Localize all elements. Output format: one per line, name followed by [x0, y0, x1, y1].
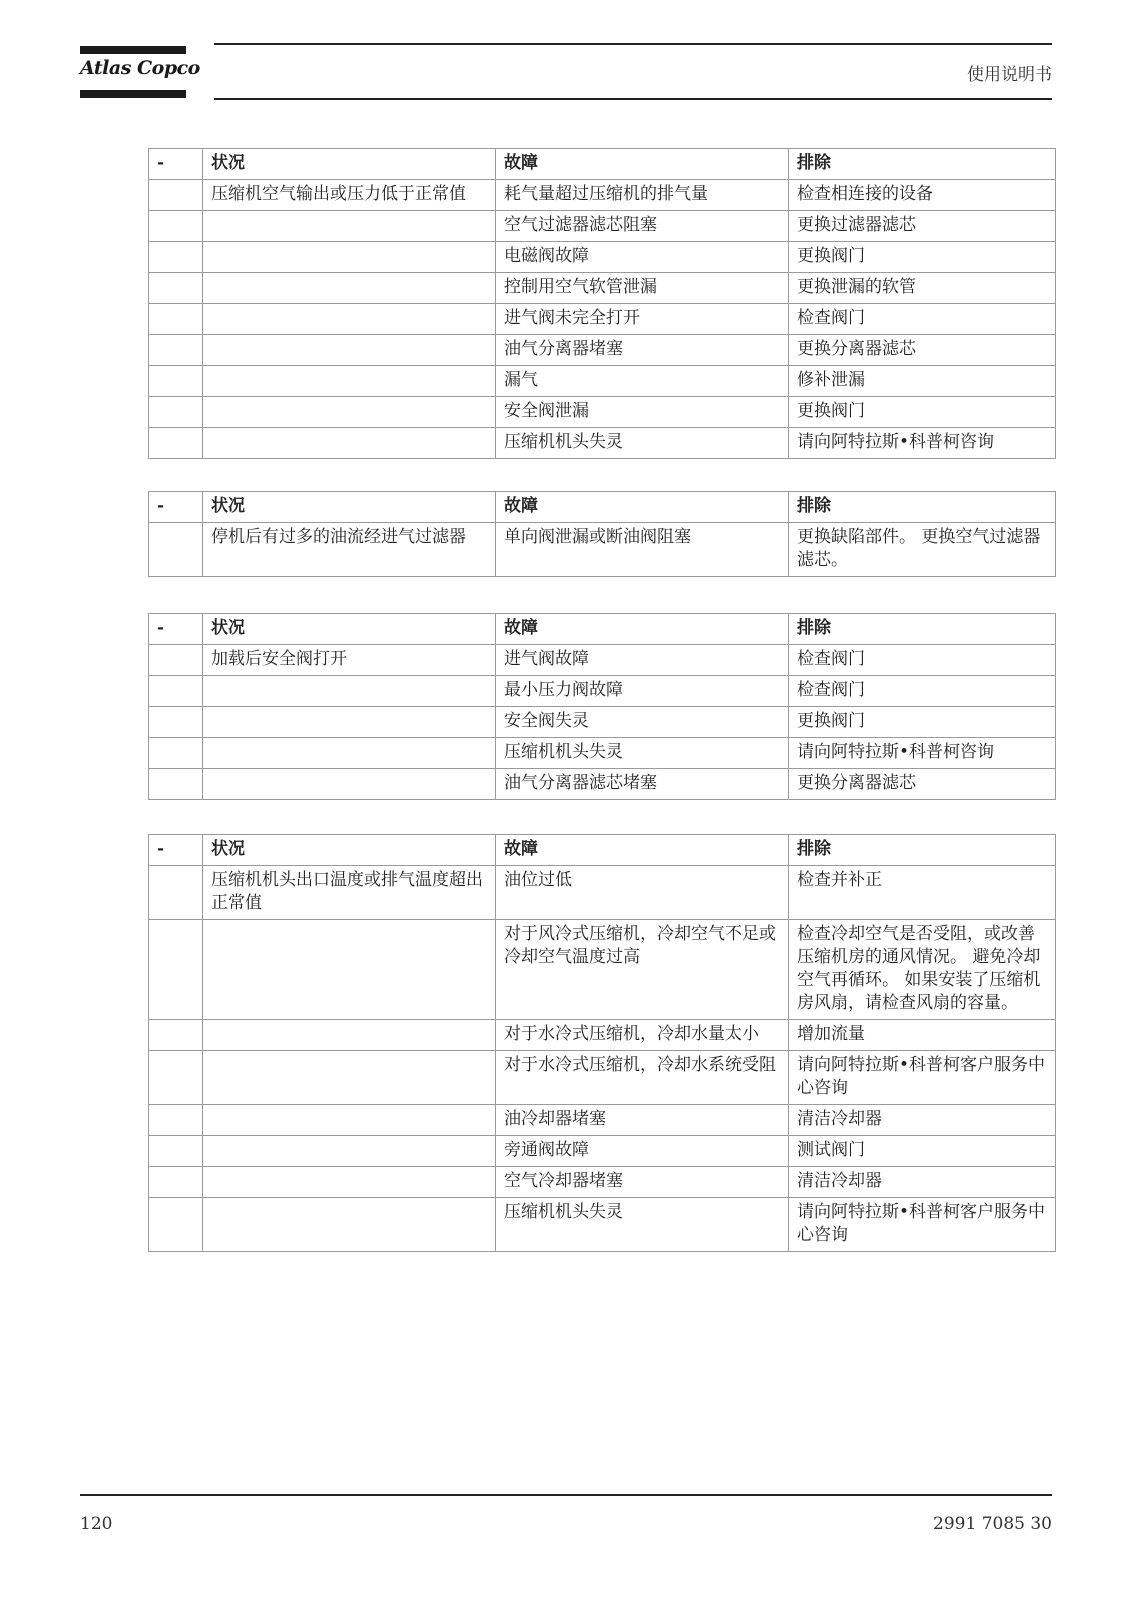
- table-header-row: [149, 149, 1056, 180]
- row-cell-remedy: 检查阀门: [789, 676, 1056, 707]
- row-cell-fault: 安全阀泄漏: [496, 397, 789, 428]
- row-cell-condition: 停机后有过多的油流经进气过滤器: [203, 523, 496, 577]
- row-cell-marker: [149, 1105, 203, 1136]
- row-cell-fault: 旁通阀故障: [496, 1136, 789, 1167]
- row-cell-marker: [149, 273, 203, 304]
- table-row: [149, 866, 1056, 920]
- troubleshooting-table-3: [148, 613, 1056, 800]
- header-cell-condition: 状况: [203, 492, 496, 523]
- row-cell-remedy: 测试阀门: [789, 1136, 1056, 1167]
- table-header-row: [149, 614, 1056, 645]
- row-cell-marker: [149, 866, 203, 920]
- table-row: [149, 304, 1056, 335]
- row-cell-condition: [203, 920, 496, 1020]
- row-cell-marker: [149, 1167, 203, 1198]
- header-cell-condition: 状况: [203, 614, 496, 645]
- row-cell-marker: [149, 428, 203, 459]
- row-cell-condition: [203, 1105, 496, 1136]
- row-cell-fault: 对于水冷式压缩机，冷却水系统受阻: [496, 1051, 789, 1105]
- row-cell-fault: 单向阀泄漏或断油阀阻塞: [496, 523, 789, 577]
- row-cell-condition: [203, 707, 496, 738]
- row-cell-fault: 漏气: [496, 366, 789, 397]
- page-number: 120: [80, 1514, 113, 1534]
- row-cell-marker: [149, 1051, 203, 1105]
- row-cell-condition: [203, 211, 496, 242]
- header-cell-dash: -: [149, 835, 203, 866]
- row-cell-marker: [149, 211, 203, 242]
- row-cell-remedy: 检查阀门: [789, 304, 1056, 335]
- row-cell-fault: 最小压力阀故障: [496, 676, 789, 707]
- row-cell-fault: 压缩机机头失灵: [496, 1198, 789, 1252]
- row-cell-marker: [149, 366, 203, 397]
- row-cell-condition: [203, 1020, 496, 1051]
- row-cell-condition: 加载后安全阀打开: [203, 645, 496, 676]
- row-cell-fault: 空气冷却器堵塞: [496, 1167, 789, 1198]
- row-cell-condition: [203, 242, 496, 273]
- row-cell-remedy: 更换阀门: [789, 397, 1056, 428]
- row-cell-marker: [149, 1020, 203, 1051]
- atlas-copco-logo: [80, 46, 200, 98]
- table-row: [149, 211, 1056, 242]
- row-cell-condition: [203, 335, 496, 366]
- row-cell-marker: [149, 397, 203, 428]
- row-cell-marker: [149, 1198, 203, 1252]
- row-cell-marker: [149, 676, 203, 707]
- table-row: [149, 366, 1056, 397]
- row-cell-remedy: 检查相连接的设备: [789, 180, 1056, 211]
- row-cell-fault: 控制用空气软管泄漏: [496, 273, 789, 304]
- row-cell-fault: 进气阀故障: [496, 645, 789, 676]
- row-cell-remedy: 更换缺陷部件。 更换空气过滤器滤芯。: [789, 523, 1056, 577]
- row-cell-fault: 电磁阀故障: [496, 242, 789, 273]
- row-cell-fault: 油冷却器堵塞: [496, 1105, 789, 1136]
- row-cell-remedy: 请向阿特拉斯•科普柯咨询: [789, 428, 1056, 459]
- row-cell-fault: 对于风冷式压缩机，冷却空气不足或冷却空气温度过高: [496, 920, 789, 1020]
- row-cell-remedy: 请向阿特拉斯•科普柯客户服务中心咨询: [789, 1051, 1056, 1105]
- row-cell-fault: 进气阀未完全打开: [496, 304, 789, 335]
- footer-rule: [80, 1494, 1052, 1496]
- row-cell-marker: [149, 707, 203, 738]
- table-row: [149, 676, 1056, 707]
- table-row: [149, 397, 1056, 428]
- troubleshooting-table-2: [148, 491, 1056, 577]
- header-cell-dash: -: [149, 492, 203, 523]
- table-row: [149, 707, 1056, 738]
- table-row: [149, 428, 1056, 459]
- header-cell-remedy: 排除: [789, 492, 1056, 523]
- row-cell-condition: [203, 273, 496, 304]
- row-cell-condition: [203, 738, 496, 769]
- row-cell-marker: [149, 335, 203, 366]
- row-cell-fault: 耗气量超过压缩机的排气量: [496, 180, 789, 211]
- table-row: [149, 738, 1056, 769]
- row-cell-condition: [203, 1136, 496, 1167]
- row-cell-fault: 对于水冷式压缩机，冷却水量太小: [496, 1020, 789, 1051]
- row-cell-remedy: 清洁冷却器: [789, 1105, 1056, 1136]
- row-cell-marker: [149, 920, 203, 1020]
- row-cell-fault: 空气过滤器滤芯阻塞: [496, 211, 789, 242]
- row-cell-fault: 压缩机机头失灵: [496, 428, 789, 459]
- troubleshooting-table-1: [148, 148, 1056, 459]
- row-cell-remedy: 检查并补正: [789, 866, 1056, 920]
- row-cell-marker: [149, 769, 203, 800]
- table-row: [149, 1167, 1056, 1198]
- row-cell-remedy: 更换过滤器滤芯: [789, 211, 1056, 242]
- table-row: [149, 1051, 1056, 1105]
- row-cell-condition: [203, 1198, 496, 1252]
- header-cell-condition: 状况: [203, 835, 496, 866]
- row-cell-condition: 压缩机空气输出或压力低于正常值: [203, 180, 496, 211]
- row-cell-marker: [149, 180, 203, 211]
- header-cell-fault: 故障: [496, 614, 789, 645]
- table-header-row: [149, 835, 1056, 866]
- header-cell-remedy: 排除: [789, 835, 1056, 866]
- header-cell-remedy: 排除: [789, 614, 1056, 645]
- row-cell-marker: [149, 304, 203, 335]
- document-title: 使用说明书: [967, 65, 1052, 85]
- row-cell-condition: [203, 304, 496, 335]
- header-cell-dash: -: [149, 149, 203, 180]
- troubleshooting-table-4: [148, 834, 1056, 1252]
- header-cell-dash: -: [149, 614, 203, 645]
- header-cell-condition: 状况: [203, 149, 496, 180]
- table-row: [149, 523, 1056, 577]
- table-row: [149, 1198, 1056, 1252]
- row-cell-remedy: 请向阿特拉斯•科普柯客户服务中心咨询: [789, 1198, 1056, 1252]
- header-rule-bottom: [214, 98, 1052, 100]
- header-cell-fault: 故障: [496, 835, 789, 866]
- logo-bar-bottom: [80, 90, 186, 98]
- row-cell-marker: [149, 1136, 203, 1167]
- row-cell-remedy: 清洁冷却器: [789, 1167, 1056, 1198]
- table-row: [149, 335, 1056, 366]
- row-cell-condition: [203, 397, 496, 428]
- row-cell-remedy: 修补泄漏: [789, 366, 1056, 397]
- row-cell-condition: 压缩机机头出口温度或排气温度超出正常值: [203, 866, 496, 920]
- row-cell-fault: 油气分离器堵塞: [496, 335, 789, 366]
- row-cell-condition: [203, 1167, 496, 1198]
- row-cell-fault: 油气分离器滤芯堵塞: [496, 769, 789, 800]
- row-cell-remedy: 更换分离器滤芯: [789, 769, 1056, 800]
- row-cell-remedy: 检查阀门: [789, 645, 1056, 676]
- table-row: [149, 645, 1056, 676]
- row-cell-fault: 压缩机机头失灵: [496, 738, 789, 769]
- table-row: [149, 273, 1056, 304]
- row-cell-remedy: 更换阀门: [789, 242, 1056, 273]
- row-cell-fault: 安全阀失灵: [496, 707, 789, 738]
- row-cell-marker: [149, 738, 203, 769]
- header-cell-fault: 故障: [496, 149, 789, 180]
- row-cell-remedy: 更换泄漏的软管: [789, 273, 1056, 304]
- row-cell-remedy: 更换阀门: [789, 707, 1056, 738]
- logo-bar-top: [80, 46, 186, 54]
- table-row: [149, 1020, 1056, 1051]
- header-cell-fault: 故障: [496, 492, 789, 523]
- table-row: [149, 920, 1056, 1020]
- header-cell-remedy: 排除: [789, 149, 1056, 180]
- logo-wordmark: Atlas Copco: [80, 57, 200, 79]
- row-cell-marker: [149, 242, 203, 273]
- table-row: [149, 242, 1056, 273]
- row-cell-condition: [203, 1051, 496, 1105]
- row-cell-remedy: 增加流量: [789, 1020, 1056, 1051]
- row-cell-condition: [203, 428, 496, 459]
- table-header-row: [149, 492, 1056, 523]
- row-cell-condition: [203, 676, 496, 707]
- table-row: [149, 1105, 1056, 1136]
- header-rule-top: [214, 43, 1052, 45]
- row-cell-condition: [203, 366, 496, 397]
- table-row: [149, 180, 1056, 211]
- table-row: [149, 769, 1056, 800]
- row-cell-remedy: 更换分离器滤芯: [789, 335, 1056, 366]
- row-cell-remedy: 检查冷却空气是否受阻，或改善压缩机房的通风情况。 避免冷却空气再循环。 如果安装了压缩机房风扇，请检查风扇的容量。: [789, 920, 1056, 1020]
- document-number: 2991 7085 30: [933, 1514, 1052, 1534]
- row-cell-condition: [203, 769, 496, 800]
- row-cell-marker: [149, 645, 203, 676]
- row-cell-marker: [149, 523, 203, 577]
- table-row: [149, 1136, 1056, 1167]
- row-cell-fault: 油位过低: [496, 866, 789, 920]
- row-cell-remedy: 请向阿特拉斯•科普柯咨询: [789, 738, 1056, 769]
